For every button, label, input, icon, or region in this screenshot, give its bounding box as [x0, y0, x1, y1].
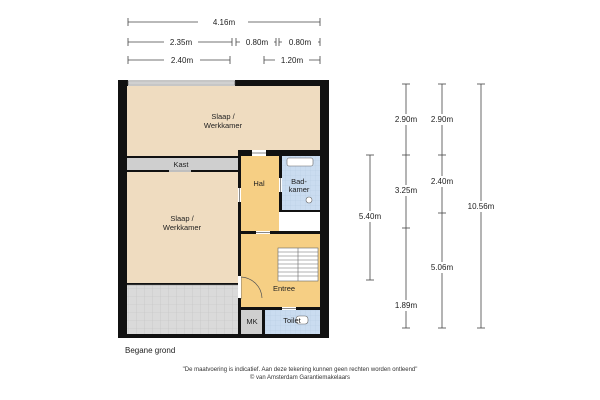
dim-height-240: 2.40m [430, 177, 454, 186]
label-kast: Kast [173, 160, 189, 169]
dim-total-width: 4.16m [212, 18, 236, 27]
dim-height-189: 1.89m [394, 301, 418, 310]
dim-height-290b: 2.90m [430, 115, 454, 124]
hal [241, 156, 279, 234]
label-bedroom-mid-1: Slaap / [170, 214, 194, 223]
label-badkamer-1: Bad- [291, 177, 307, 186]
dim-height-325: 3.25m [394, 186, 418, 195]
label-bedroom-mid-2: Werkkamer [162, 223, 202, 232]
dim-width-080a: 0.80m [245, 38, 269, 47]
label-bedroom-top-1: Slaap / [211, 112, 235, 121]
dim-height-290a: 2.90m [394, 115, 418, 124]
disclaimer-text: "De maatvoering is indicatief. Aan deze tekening kunnen geen rechten worden ontleend" [182, 367, 418, 373]
label-meterkast: MK [246, 317, 258, 326]
dim-width-240: 2.40m [170, 56, 194, 65]
label-hal: Hal [253, 179, 265, 188]
label-entree: Entree [272, 284, 296, 293]
label-badkamer-2: kamer [288, 185, 310, 194]
label-toilet: Toilet [283, 316, 301, 325]
floor-label: Begane grond [125, 346, 176, 355]
staircase [278, 248, 318, 281]
dim-width-235: 2.35m [169, 38, 193, 47]
dim-width-080b: 0.80m [288, 38, 312, 47]
terrace [127, 284, 238, 334]
copyright-text: © van Amsterdam Garantiemakelaars [249, 375, 351, 381]
label-bedroom-top-2: Werkkamer [203, 121, 243, 130]
dim-height-506: 5.06m [430, 263, 454, 272]
dim-height-540: 5.40m [358, 212, 382, 221]
dim-width-120: 1.20m [280, 56, 304, 65]
dim-height-1056: 10.56m [467, 202, 495, 211]
